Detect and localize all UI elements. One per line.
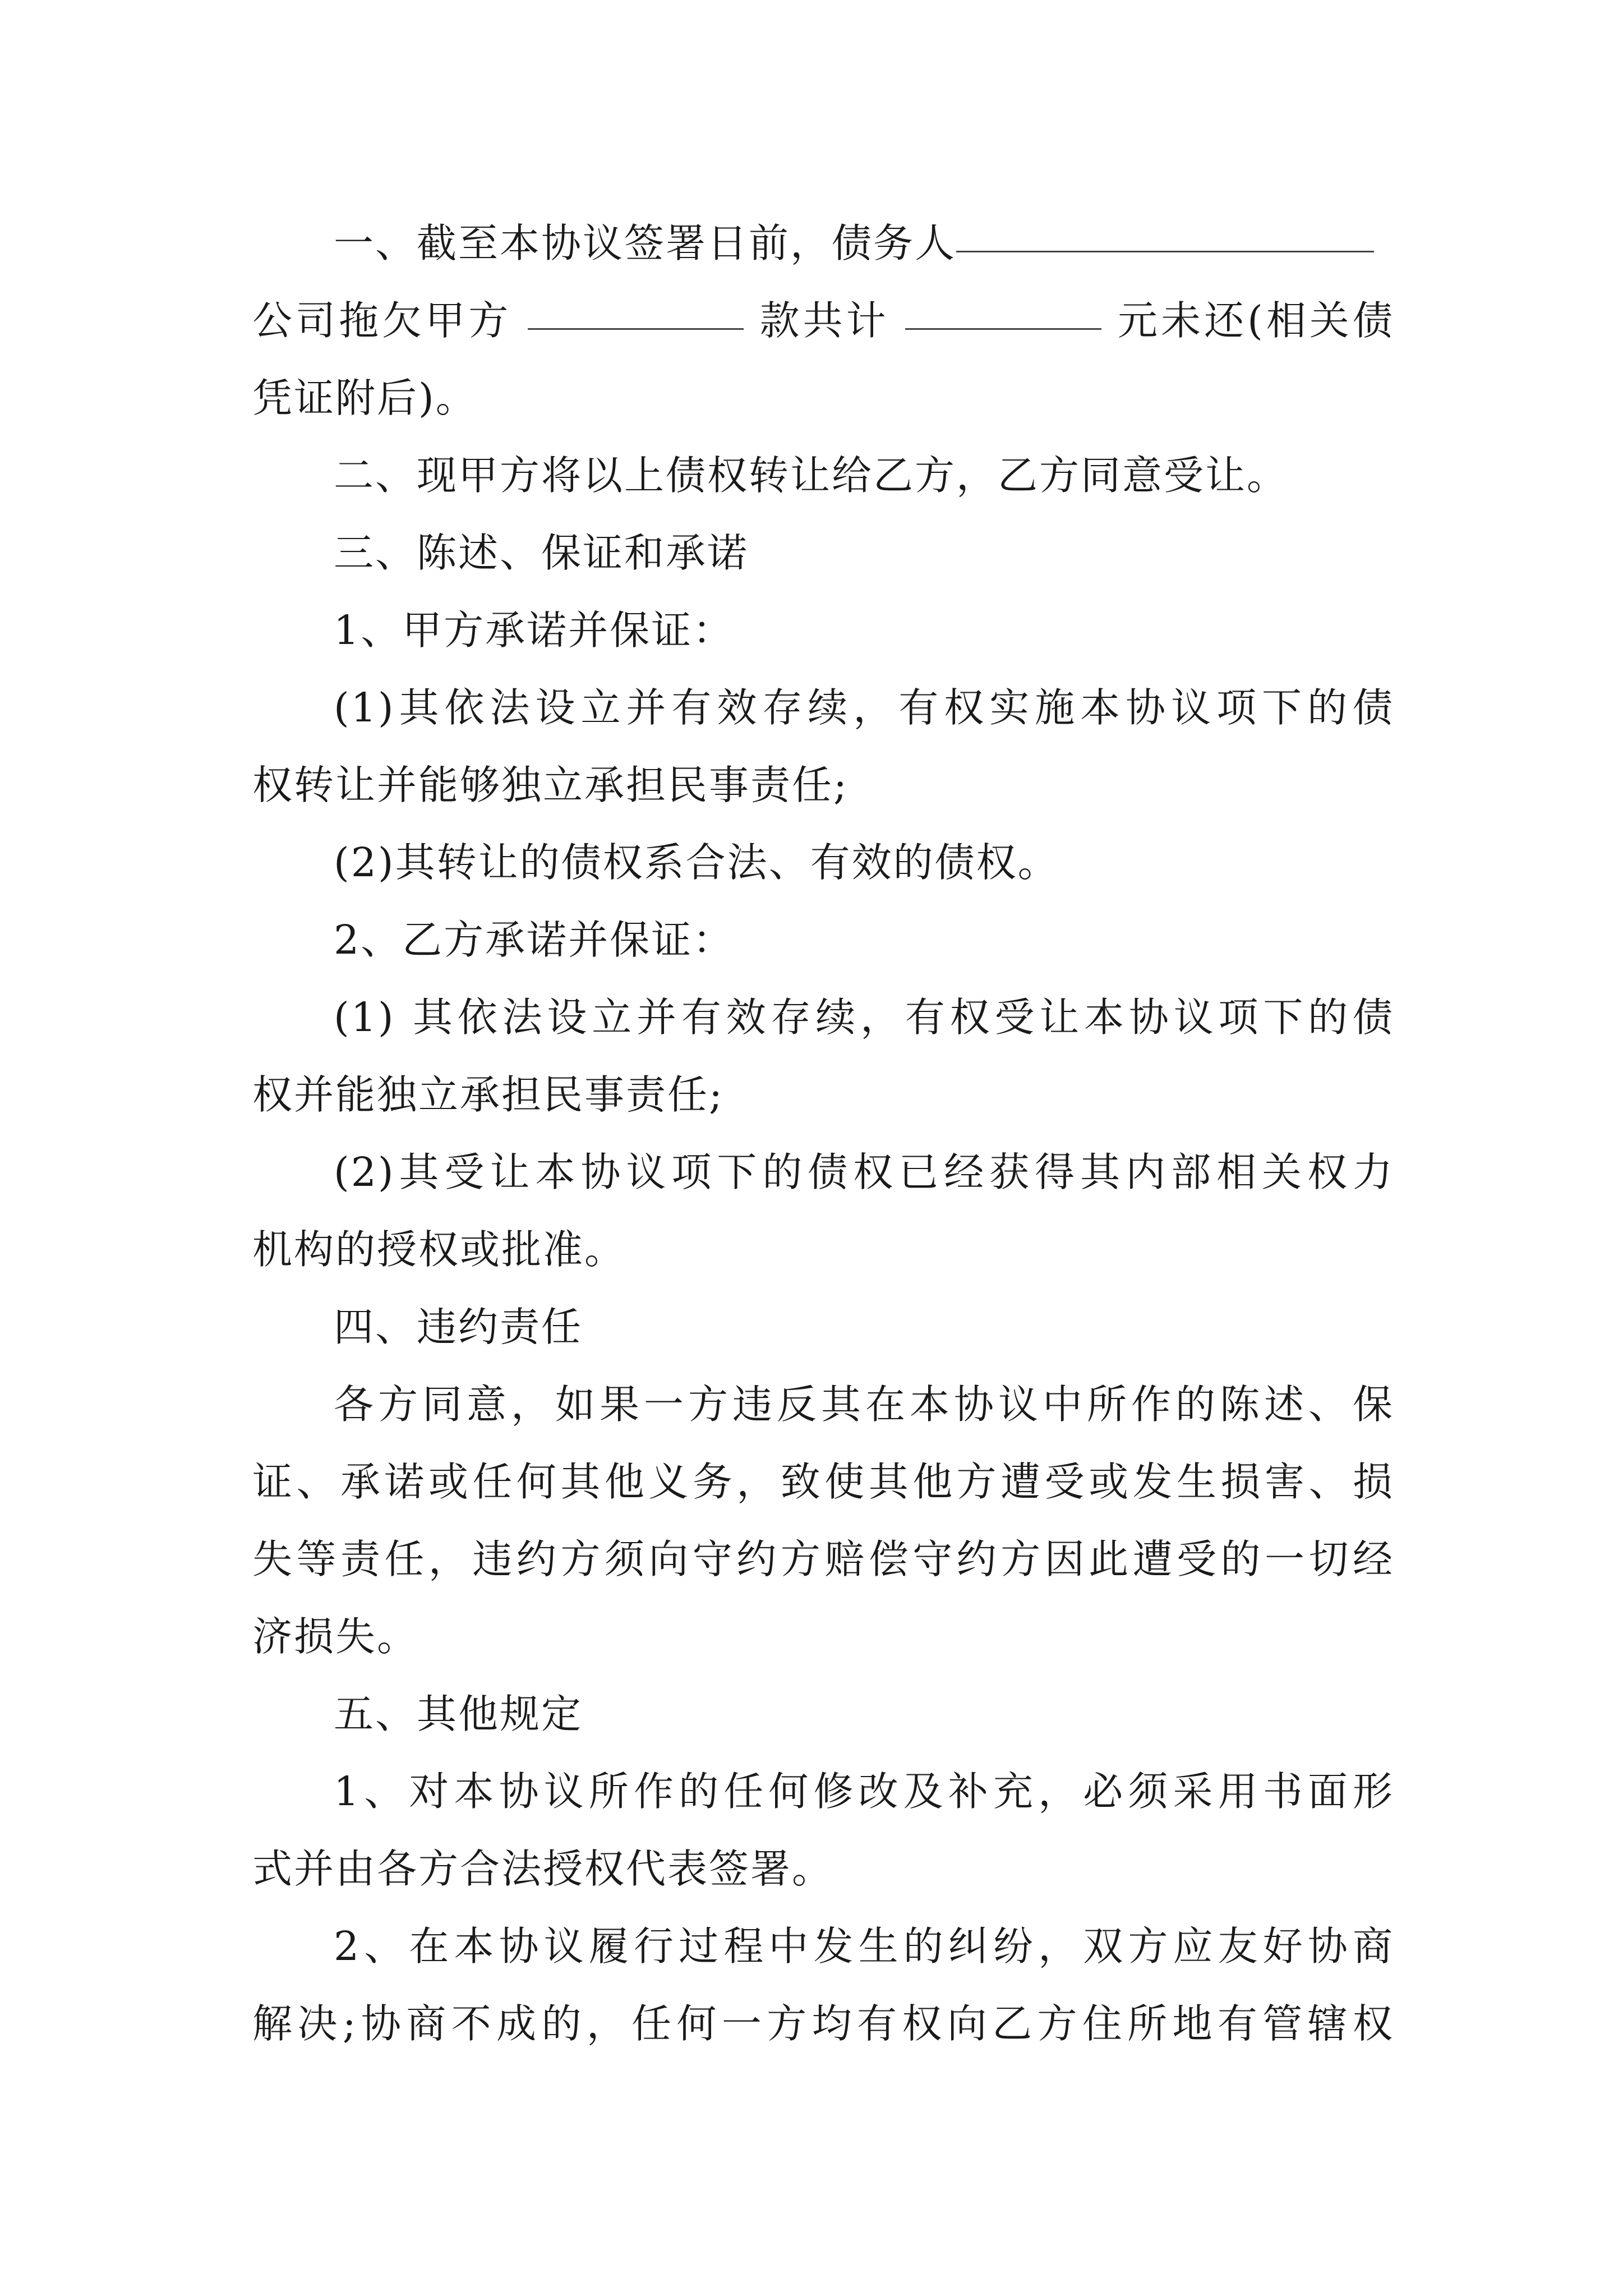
debt-unpaid-text: 元未还(相关债 bbox=[1117, 297, 1394, 344]
provision-2-line-1: 2、在本协议履行过程中发生的纠纷，双方应友好协商 bbox=[334, 1923, 1394, 1970]
party-a-item-2: (2)其转让的债权系合法、有效的债权。 bbox=[334, 839, 1059, 886]
debt-item-blank bbox=[528, 295, 744, 330]
provision-1-line-1: 1、对本协议所作的任何修改及补充，必须采用书面形 bbox=[334, 1768, 1394, 1815]
party-a-item-1-line-1: (1)其依法设立并有效存续，有权实施本协议项下的债 bbox=[334, 684, 1394, 731]
debt-statement-company-text: 公司拖欠甲方 bbox=[252, 297, 512, 344]
provision-1-line-2: 式并由各方合法授权代表签署。 bbox=[252, 1846, 834, 1892]
party-b-item-2-line-2: 机构的授权或批准。 bbox=[252, 1226, 626, 1273]
debt-statement-text: 一、截至本协议签署日前，债务人 bbox=[334, 220, 957, 266]
liability-paragraph-line-3: 失等责任，违约方须向守约方赔偿守约方因此遭受的一切经 bbox=[252, 1536, 1394, 1582]
section-heading-representations: 三、陈述、保证和承诺 bbox=[334, 530, 749, 576]
paragraph-debt-statement-line-2 bbox=[252, 282, 1394, 360]
paragraph-debt-statement-line-3: 凭证附后)。 bbox=[252, 375, 477, 421]
document-body bbox=[252, 205, 1394, 2063]
liability-paragraph-line-1: 各方同意，如果一方违反其在本协议中所作的陈述、保 bbox=[334, 1381, 1394, 1428]
debt-amount-blank bbox=[905, 295, 1101, 330]
debt-total-text: 款共计 bbox=[759, 297, 889, 344]
section-heading-other-provisions: 五、其他规定 bbox=[334, 1691, 583, 1737]
party-b-item-1-line-2: 权并能独立承担民事责任; bbox=[252, 1071, 724, 1118]
party-b-item-1-line-1: (1) 其依法设立并有效存续，有权受让本协议项下的债 bbox=[334, 994, 1394, 1041]
party-a-item-1-line-2: 权转让并能够独立承担民事责任; bbox=[252, 762, 849, 808]
paragraph-transfer: 二、现甲方将以上债权转让给乙方，乙方同意受让。 bbox=[334, 452, 1289, 499]
liability-paragraph-line-4: 济损失。 bbox=[252, 1613, 419, 1660]
liability-paragraph-line-2: 证、承诺或任何其他义务，致使其他方遭受或发生损害、损 bbox=[252, 1458, 1394, 1505]
debtor-name-blank bbox=[956, 217, 1374, 252]
paragraph-debt-statement-line-1 bbox=[252, 205, 1394, 282]
provision-2-line-2: 解决;协商不成的，任何一方均有权向乙方住所地有管辖权 bbox=[252, 2000, 1394, 2047]
subheading-party-b-warranties: 2、乙方承诺并保证： bbox=[334, 917, 735, 963]
subheading-party-a-warranties: 1、甲方承诺并保证： bbox=[334, 607, 735, 654]
party-b-item-2-line-1: (2)其受让本协议项下的债权已经获得其内部相关权力 bbox=[334, 1149, 1394, 1195]
section-heading-liability: 四、违约责任 bbox=[334, 1304, 583, 1350]
